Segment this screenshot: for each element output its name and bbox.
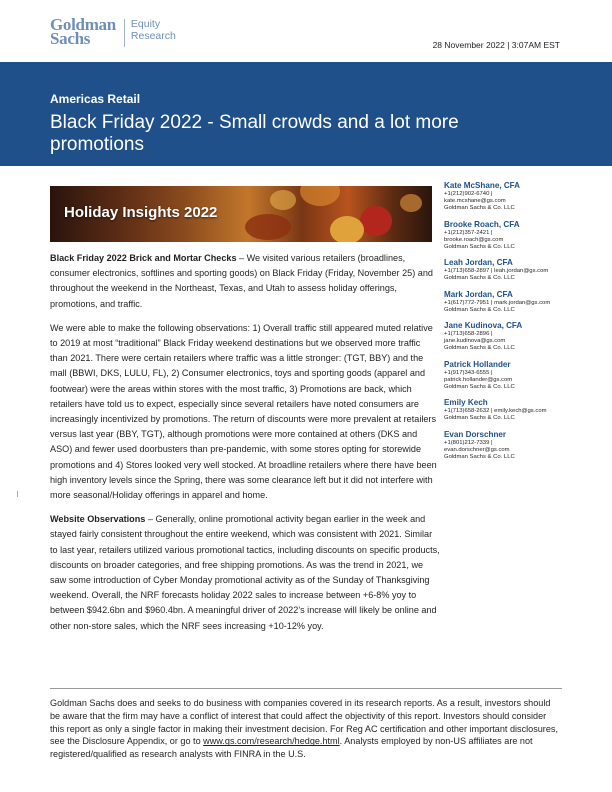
analyst-contact-line: Goldman Sachs & Co. LLC: [444, 244, 515, 251]
analyst-entry: [444, 321, 574, 353]
paragraph-website: [50, 512, 440, 634]
paragraph-text: – We visited various retailers (broadlines, consumer electronics, softlines and sporting goods) on Black Friday (Friday, November 25) and throughout the weekend in the Northeast, Texas, and Utah to assess holiday offerings, promotions, and traffic.: [50, 253, 433, 309]
paragraph-observations: We were able to make the following observations: 1) Overall traffic still appeared muted relative to 2019 at most “traditional” Black Friday weekend destinations but we observed more traffic than 2021. There were certain retailers where traffic was a little stronger: (TGT, BBY) and the mall (BBWI, DKS, LULU, FL), 2) Consumer electronics, toys and sporting goods (apparel and footwear) were the areas within stores with the most traffic, 3) Promotions are back, which retailers have told us to expect, especially since several retailers have noted consumers are increasingly incentivized by promotions. The return of discounts were more prevalent at retailers versus last year (BBY, TGT), although promotions were more contained at others (DKS and ASO) and fewer used doorbusters than pre-pandemic, with some stores opting for storewide promotions and 4) Stores looked very well stocked. At broadline retailers where there have been high inventory levels since the Spring, there was some clearance left but it did not interfere with more seasonal/Holiday offerings in apparel and home.: [50, 322, 437, 501]
report-title: Black Friday 2022 - Small crowds and a lot more promotions: [50, 112, 459, 155]
sector-label: Americas Retail: [50, 92, 141, 106]
paragraph-lead: Website Observations: [50, 514, 146, 525]
analyst-contact-line: +1(713)658-2896 |: [444, 331, 493, 338]
logo-wordmark: [50, 15, 116, 48]
decorative-leaf: [245, 214, 291, 240]
disclosure-text: [50, 697, 562, 761]
title-banner: [0, 62, 612, 166]
analyst-contact-line: brooke.roach@gs.com: [444, 236, 504, 243]
logo-line-2: Sachs: [50, 29, 91, 48]
analyst-contact-line: Goldman Sachs & Co. LLC: [444, 384, 515, 391]
analyst-entry: [444, 430, 574, 462]
paragraph-brick-and-mortar: [50, 251, 440, 312]
disclosure-text-before: Goldman Sachs does and seeks to do business with companies covered in its research reports. As a result, investors should be aware that the firm may have a conflict of interest that could affect the objectivity of this report. Investors should consider this report as only a single factor in making their investment decision. For Reg AC certification and other important disclosures, see the Disclosure Appendix, or go to: [50, 698, 558, 747]
decorative-apple: [360, 206, 392, 236]
analyst-entry: [444, 398, 574, 422]
analyst-contact-line: kate.mcshane@gs.com: [444, 198, 506, 205]
analyst-name[interactable]: Kate McShane, CFA: [444, 181, 521, 190]
analyst-contact-line: evan.dorschner@gs.com: [444, 446, 510, 453]
logo-line-1: Goldman: [50, 15, 116, 34]
analyst-contact-line: Goldman Sachs & Co. LLC: [444, 205, 515, 212]
analyst-contact-line: Goldman Sachs & Co. LLC: [444, 306, 515, 313]
analyst-contact-line: Goldman Sachs & Co. LLC: [444, 415, 515, 422]
analyst-name[interactable]: Emily Kech: [444, 398, 488, 408]
decorative-pumpkin: [330, 216, 364, 242]
analyst-name[interactable]: Evan Dorschner: [444, 429, 507, 439]
analyst-contact-line: patrick.hollander@gs.com: [444, 376, 513, 383]
analyst-name[interactable]: Patrick Hollander: [444, 359, 511, 369]
analyst-contact-line: +1(212)902-6740 |: [444, 191, 493, 197]
analyst-name[interactable]: Leah Jordan, CFA: [444, 258, 513, 268]
analyst-name[interactable]: Jane Kudinova, CFA: [444, 321, 523, 331]
logo-sub-1: Equity: [130, 18, 161, 30]
disclosure-text-after: . Analysts employed by non-US affiliates are not registered/qualified as research analysts with FINRA in the U.S.: [50, 736, 533, 760]
analyst-contact-line: Goldman Sachs & Co. LLC: [444, 275, 515, 282]
decorative-nut: [400, 194, 422, 212]
analyst-contact-line: +1(212)357-2421 |: [444, 229, 493, 236]
disclosure-link[interactable]: www.gs.com/research/hedge.html: [203, 736, 340, 747]
analyst-entry: [444, 290, 574, 314]
analyst-entry: [444, 360, 574, 392]
logo-sub-2: Research: [130, 30, 176, 42]
analyst-contact-line: +1(917)343-6555 |: [444, 369, 493, 376]
analyst-contact-line: +1(617)772-7951 | mark.jordan@gs.com: [444, 299, 551, 306]
analyst-entry: [444, 181, 574, 213]
analyst-contact-line: jane.kudinova@gs.com: [444, 338, 506, 345]
analyst-contact-line: +1(713)658-2632 | emily.kech@gs.com: [444, 408, 547, 415]
holiday-insights-image: [50, 186, 432, 242]
goldman-sachs-logo: [50, 15, 176, 48]
report-body: [50, 251, 440, 643]
holiday-insights-label: Holiday Insights 2022: [64, 204, 218, 221]
analyst-name[interactable]: Brooke Roach, CFA: [444, 219, 520, 229]
disclosure-divider: [50, 688, 562, 689]
publication-date: 28 November 2022 | 3:07AM EST: [432, 40, 560, 50]
logo-divider: [124, 19, 125, 47]
analyst-list: [444, 181, 574, 468]
analyst-entry: [444, 258, 574, 282]
paragraph-text: – Generally, online promotional activity began earlier in the week and stayed fairly consistent throughout the entire weekend, which was consistent with 2021. Similar to last year, retailers utilized various promotional tactics, including discounts on specific products, discounts on broader categories, and free shipping promotions. As was the trend in 2021, we saw some introduction of Cyber Monday promotional activity as of the Sunday of Thanksgiving weekend. Overall, the NRF forecasts holiday 2022 sales to increase between +6-8% yoy to between $942.6bn and $960.4bn. A meaningful driver of 2022’s increase will likely be online and other non-store sales, which the NRF sees increasing +10-12% yoy.: [50, 514, 440, 631]
paragraph-lead: Black Friday 2022 Brick and Mortar Checks: [50, 253, 237, 263]
analyst-contact-line: Goldman Sachs & Co. LLC: [444, 345, 515, 352]
page-header: [0, 0, 612, 62]
decorative-leaf: [300, 186, 340, 206]
analyst-contact-line: +1(713)658-2897 | leah.jordan@gs.com: [444, 268, 549, 275]
analyst-contact-line: Goldman Sachs & Co. LLC: [444, 454, 515, 461]
decorative-leaf: [270, 190, 296, 210]
logo-subtitle: [131, 18, 176, 42]
analyst-contact-line: +1(801)212-7339 |: [444, 439, 493, 446]
margin-mark: [17, 491, 18, 497]
analyst-name[interactable]: Mark Jordan, CFA: [444, 289, 513, 299]
analyst-entry: [444, 220, 574, 252]
